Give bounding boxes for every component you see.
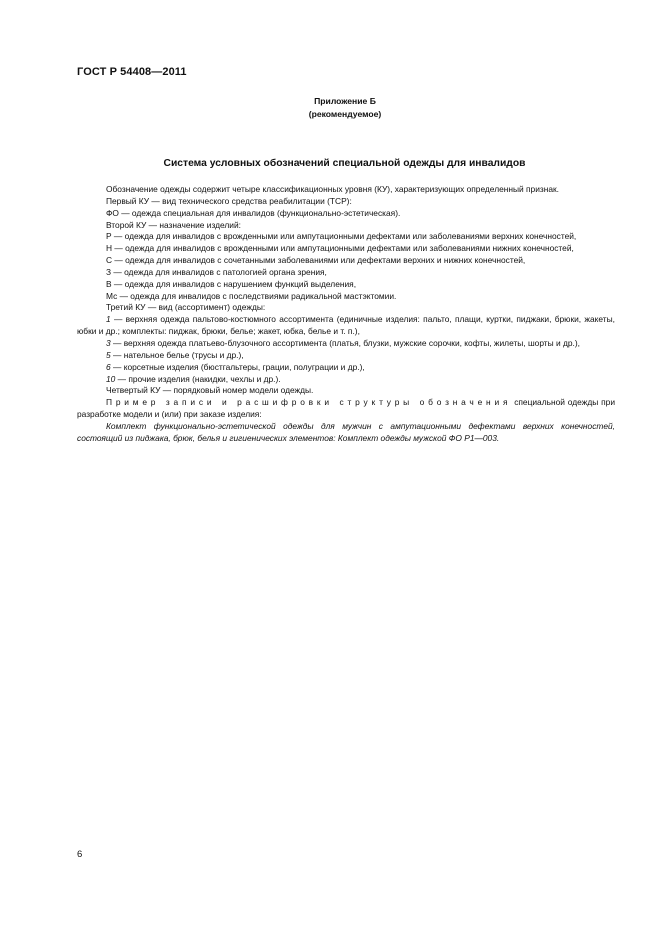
paragraph: В — одежда для инвалидов с нарушением функций выделения,	[106, 278, 357, 289]
page-number: 6	[77, 849, 83, 860]
paragraph	[77, 350, 615, 362]
paragraph: Мс — одежда для инвалидов с последствиями радикальной мастэктомии.	[106, 290, 397, 301]
paragraph: Четвертый КУ — порядковый номер модели одежды.	[106, 385, 314, 396]
paragraph	[77, 374, 615, 386]
example-italic: Комплект функционально-эстетической одежды для мужчин с ампутационными дефектами верхних конечностей, состоящий из пиджака, брюк, белья и гигиенических элементов: Комплект одежды мужской ФО Р1—003.	[77, 420, 615, 443]
paragraph: Н — одежда для инвалидов с врожденными или ампутационными дефектами или заболеваниями нижних конечностей,	[106, 243, 574, 254]
appendix-title: Приложение Б	[314, 96, 376, 106]
paragraph: Р — одежда для инвалидов с врожденными или ампутационными дефектами или заболеваниями верхних конечностей,	[106, 231, 577, 242]
paragraph: З — одежда для инвалидов с патологией органа зрения,	[106, 266, 327, 277]
example-heading-tail: специальной одежды при разработке модели и (или) при заказе изделия:	[77, 397, 615, 420]
item-number: 6	[106, 361, 111, 372]
item-number: 10	[106, 373, 116, 384]
paragraph: С — одежда для инвалидов с сочетанными заболеваниями или дефектами верхних и нижних конечностей,	[106, 255, 526, 266]
paragraph: Первый КУ — вид технического средства реабилитации (ТСР):	[106, 195, 352, 206]
item-text: — верхняя одежда платьево-блузочного ассортимента (платья, блузки, мужские сорочки, кофты, жилеты, шорты и др.),	[110, 337, 580, 348]
item-text: — нательное белье (трусы и др.),	[110, 349, 244, 360]
paragraph: ФО — одежда специальная для инвалидов (функционально-эстетическая).	[106, 207, 401, 218]
document-header: ГОСТ Р 54408—2011	[77, 66, 187, 78]
item-text: — верхняя одежда пальтово-костюмного ассортимента (единичные изделия: пальто, плащи, куртки, пиджаки, брюки, жакеты, юбки и др.; комплекты: пиджак, брюки, белье; жакет, юбка, белье и т. п.),	[77, 314, 615, 337]
section-title: Система условных обозначений специальной одежды для инвалидов	[163, 158, 526, 169]
item-number: 3	[106, 337, 111, 348]
appendix-status: (рекомендуемое)	[308, 109, 382, 119]
paragraph	[77, 338, 615, 350]
document-body	[77, 184, 615, 445]
item-text: — прочие изделия (накидки, чехлы и др.).	[115, 373, 281, 384]
item-text: — корсетные изделия (бюстгальтеры, грации, полуграции и др.),	[110, 361, 365, 372]
example-text	[77, 421, 615, 445]
item-number: 1	[106, 314, 111, 325]
item-number: 5	[106, 349, 111, 360]
paragraph: Третий КУ — вид (ассортимент) одежды:	[106, 302, 266, 313]
paragraph	[77, 397, 615, 421]
paragraph: Обозначение одежды содержит четыре классификационных уровня (КУ), характеризующих определенный признак.	[106, 184, 559, 194]
paragraph	[77, 362, 615, 374]
paragraph	[77, 314, 615, 338]
paragraph: Второй КУ — назначение изделий:	[106, 219, 241, 230]
example-heading: Пример записи и расшифровки структуры обозначения	[106, 397, 512, 408]
